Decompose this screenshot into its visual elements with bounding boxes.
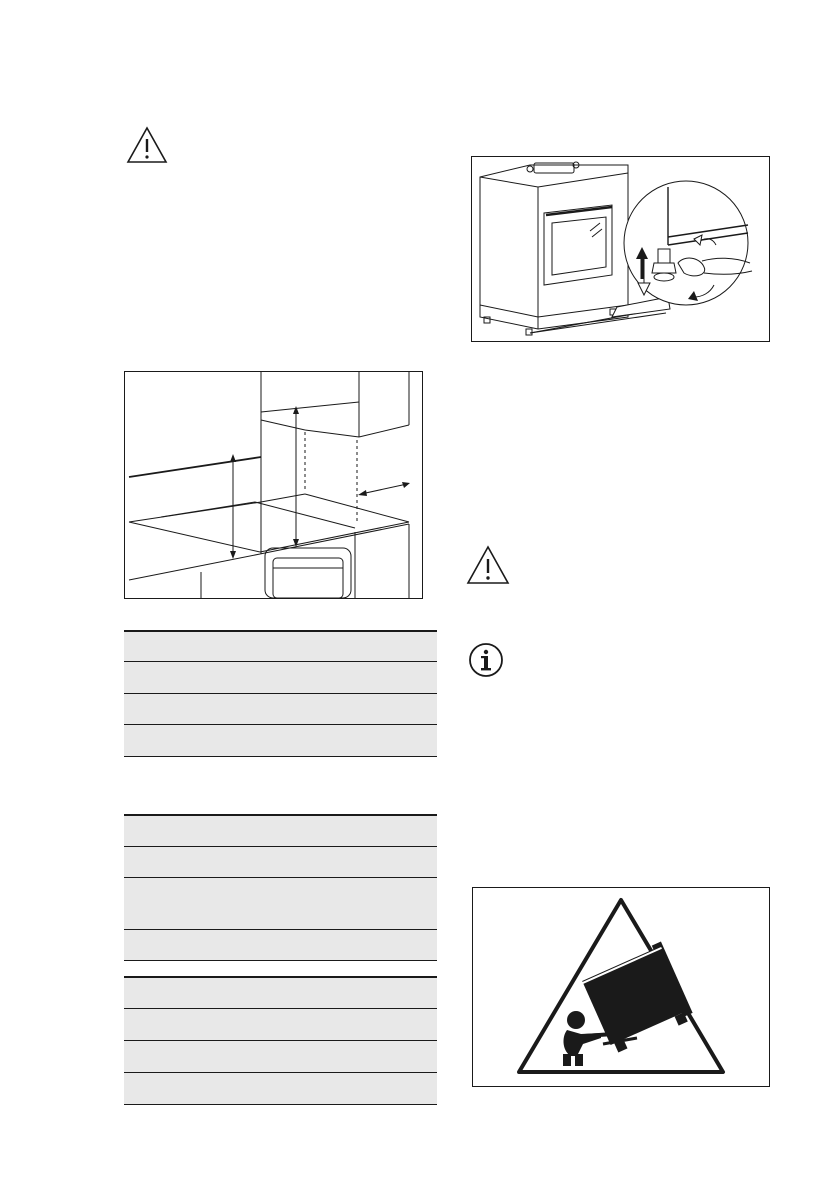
table-row — [124, 814, 437, 847]
warning-triangle-icon — [466, 545, 510, 585]
table-row — [124, 1009, 437, 1041]
table-row — [124, 1041, 437, 1073]
table-row — [124, 694, 437, 725]
table-row — [124, 1073, 437, 1105]
warning-triangle-icon — [126, 126, 168, 164]
dimensions-table-2 — [124, 814, 437, 1105]
dimensions-table-1 — [124, 630, 437, 757]
table-row — [124, 662, 437, 694]
cooker-leveling-feet-diagram — [471, 156, 770, 342]
table-row — [124, 847, 437, 878]
anti-tilt-hazard-sign — [472, 887, 770, 1087]
table-row — [124, 725, 437, 757]
info-icon — [468, 642, 504, 678]
table-row — [124, 930, 437, 961]
table-row — [124, 630, 437, 662]
table-gap — [124, 961, 437, 976]
kitchen-cabinet-clearance-diagram — [124, 371, 423, 599]
table-row — [124, 878, 437, 930]
table-row — [124, 976, 437, 1009]
